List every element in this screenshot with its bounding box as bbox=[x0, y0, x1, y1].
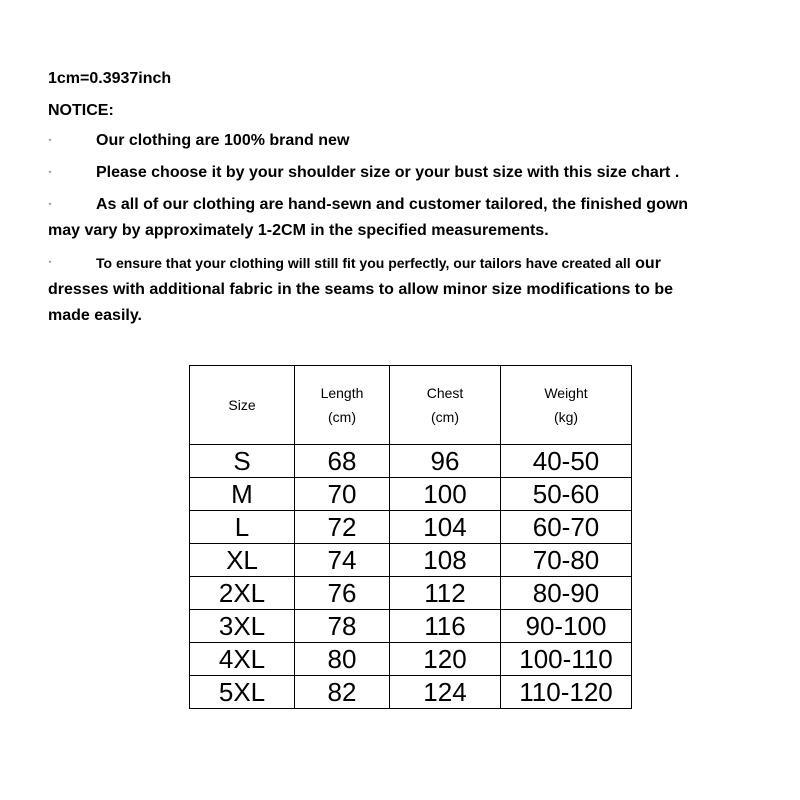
notice-item-text: Please choose it by your shoulder size or your bust size with this size chart . bbox=[96, 164, 680, 181]
unit-conversion: 1cm=0.3937inch bbox=[48, 70, 172, 87]
header-size-label: Size bbox=[228, 397, 256, 413]
table-row bbox=[190, 544, 632, 577]
cell-chest: 100 bbox=[390, 478, 501, 511]
cell-weight: 60-70 bbox=[501, 511, 632, 544]
cell-weight: 50-60 bbox=[501, 478, 632, 511]
notice-item-text-continued: dresses with additional fabric in the seams to allow minor size modifications to be bbox=[48, 281, 674, 298]
cell-size: 3XL bbox=[190, 610, 295, 643]
notice-item-3 bbox=[48, 192, 748, 244]
size-chart-table bbox=[189, 365, 632, 709]
notice-item-text: Our clothing are 100% brand new bbox=[96, 132, 350, 149]
cell-length: 80 bbox=[295, 643, 390, 676]
table-row bbox=[190, 610, 632, 643]
cell-size: 5XL bbox=[190, 676, 295, 709]
header-weight-unit: (kg) bbox=[553, 409, 579, 425]
notice-item-text-continued: made easily. bbox=[48, 307, 142, 324]
cell-length: 82 bbox=[295, 676, 390, 709]
cell-length: 74 bbox=[295, 544, 390, 577]
header-length-unit: (cm) bbox=[328, 409, 356, 425]
cell-size: S bbox=[190, 445, 295, 478]
table-header-row bbox=[190, 366, 632, 445]
notice-item-text-continued: may vary by approximately 1-2CM in the specified measurements. bbox=[48, 222, 549, 239]
cell-size: M bbox=[190, 478, 295, 511]
cell-chest: 108 bbox=[390, 544, 501, 577]
notice-item-1 bbox=[48, 128, 748, 154]
cell-chest: 120 bbox=[390, 643, 501, 676]
cell-size: 2XL bbox=[190, 577, 295, 610]
notice-item-2 bbox=[48, 160, 748, 186]
cell-size: XL bbox=[190, 544, 295, 577]
size-notes bbox=[48, 66, 748, 335]
table-row bbox=[190, 577, 632, 610]
cell-weight: 40-50 bbox=[501, 445, 632, 478]
notice-title: NOTICE: bbox=[48, 102, 114, 119]
header-chest-unit: (cm) bbox=[431, 409, 459, 425]
header-weight-label: Weight bbox=[544, 385, 588, 401]
cell-chest: 124 bbox=[390, 676, 501, 709]
cell-weight: 90-100 bbox=[501, 610, 632, 643]
header-size bbox=[190, 366, 295, 445]
cell-weight: 110-120 bbox=[501, 676, 632, 709]
header-chest-label: Chest bbox=[426, 385, 464, 401]
table-row bbox=[190, 445, 632, 478]
notice-item-text: To ensure that your clothing will still fit you perfectly, our tailors have created all bbox=[96, 255, 631, 271]
header-weight bbox=[501, 366, 632, 445]
cell-length: 76 bbox=[295, 577, 390, 610]
table-row bbox=[190, 511, 632, 544]
cell-chest: 104 bbox=[390, 511, 501, 544]
header-length-label: Length bbox=[320, 385, 364, 401]
notice-item-4 bbox=[48, 250, 748, 329]
cell-size: L bbox=[190, 511, 295, 544]
cell-size: 4XL bbox=[190, 643, 295, 676]
cell-length: 70 bbox=[295, 478, 390, 511]
cell-weight: 70-80 bbox=[501, 544, 632, 577]
header-length bbox=[295, 366, 390, 445]
table-row bbox=[190, 643, 632, 676]
cell-length: 68 bbox=[295, 445, 390, 478]
bullet-dot-icon: · bbox=[48, 164, 52, 178]
notice-item-text: As all of our clothing are hand-sewn and customer tailored, the finished gown bbox=[96, 196, 689, 213]
bullet-dot-icon: · bbox=[48, 196, 52, 210]
bullet-dot-icon: · bbox=[48, 254, 52, 268]
header-chest bbox=[390, 366, 501, 445]
table-row bbox=[190, 478, 632, 511]
cell-weight: 100-110 bbox=[501, 643, 632, 676]
cell-weight: 80-90 bbox=[501, 577, 632, 610]
bullet-dot-icon: · bbox=[48, 132, 52, 146]
table-row bbox=[190, 676, 632, 709]
cell-chest: 116 bbox=[390, 610, 501, 643]
cell-length: 78 bbox=[295, 610, 390, 643]
cell-chest: 112 bbox=[390, 577, 501, 610]
notice-item-text-emphasis: our bbox=[635, 255, 661, 272]
cell-length: 72 bbox=[295, 511, 390, 544]
cell-chest: 96 bbox=[390, 445, 501, 478]
